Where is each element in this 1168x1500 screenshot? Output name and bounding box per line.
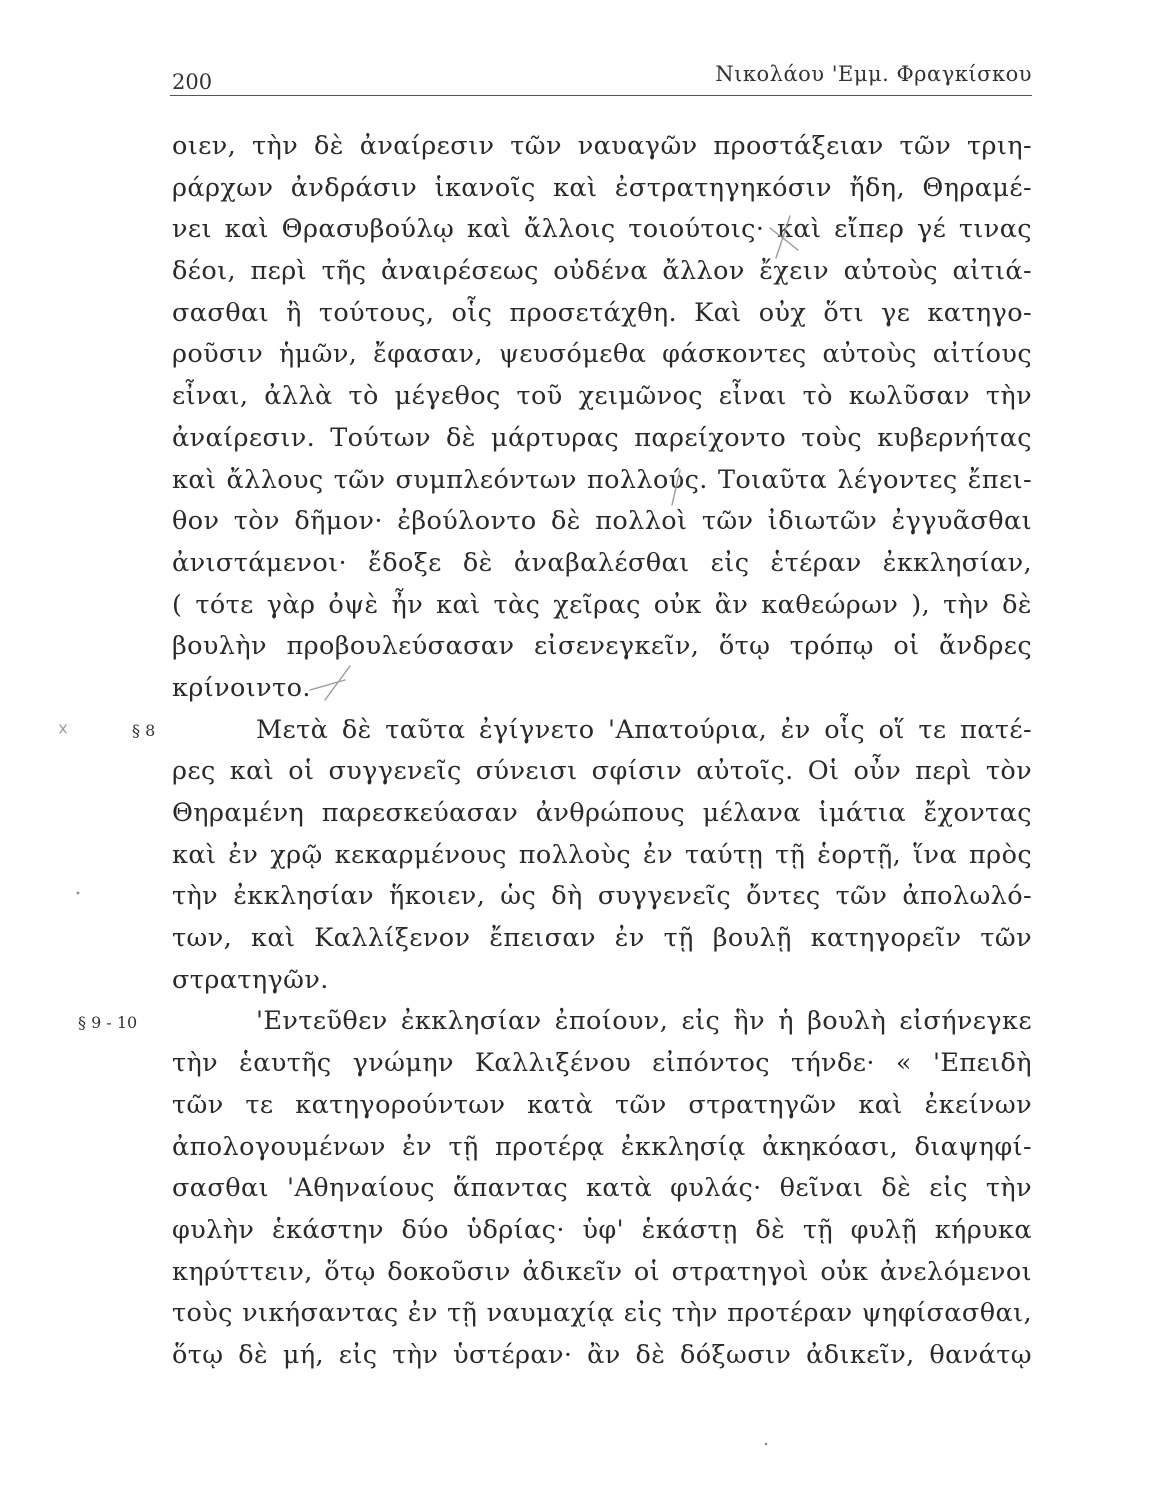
text-line: φυλὴν ἑκάστην δύο ὑδρίας· ὑφ' ἑκάστῃ δὲ τῇ φυλῇ κήρυκα [172,1214,1032,1245]
text-line: ρες καὶ οἱ συγγενεῖς σύνεισι σφίσιν αὐτοῖς. Οἱ οὖν περὶ τὸν [172,756,1032,787]
text-line: στρατηγῶν. [172,964,329,995]
page-number: 200 [172,70,213,94]
margin-note-section-9-10: § 9 - 10 [78,1013,138,1032]
text-line: τῶν τε κατηγορούντων κατὰ τῶν στρατηγῶν καὶ ἐκείνων [172,1089,1032,1120]
text-line: ὅτῳ δὲ μή, εἰς τὴν ὑστέραν· ἂν δὲ δόξωσιν ἀδικεῖν, θανάτῳ [172,1339,1032,1370]
text-line: βουλὴν προβουλεύσασαν εἰσενεγκεῖν, ὅτῳ τρόπῳ οἱ ἄνδρες [172,631,1032,662]
text-line: θον τὸν δῆμον· ἐβούλοντο δὲ πολλοὶ τῶν ἰδιωτῶν ἐγγυᾶσθαι [172,506,1032,537]
text-line: σασθαι 'Αθηναίους ἅπαντας κατὰ φυλάς· θεῖναι δὲ εἰς τὴν [172,1173,1032,1204]
text-line: δέοι, περὶ τῆς ἀναιρέσεως οὐδένα ἄλλον ἔχειν αὐτοὺς αἰτιά- [172,256,1032,287]
margin-cross-icon [60,725,66,733]
text-line: των, καὶ Καλλίξενον ἔπεισαν ἐν τῇ βουλῇ κατηγορεῖν τῶν [172,923,1032,954]
text-line: τὴν ἑαυτῆς γνώμην Καλλιξένου εἰπόντος τήνδε· « 'Επειδὴ [172,1048,1032,1079]
text-line: καὶ ἐν χρῷ κεκαρμένους πολλοὺς ἐν ταύτῃ τῇ ἑορτῇ, ἵνα πρὸς [172,839,1032,870]
header-rule [170,95,1032,96]
text-line: Θηραμένη παρεσκεύασαν ἀνθρώπους μέλανα ἱμάτια ἔχοντας [172,798,1032,828]
text-line: σασθαι ἢ τούτους, οἷς προσετάχθη. Καὶ οὐχ ὅτι γε κατηγο- [172,297,1032,328]
text-line: καὶ ἄλλους τῶν συμπλεόντων πολλούς. Τοιαῦτα λέγοντες ἔπει- [172,464,1032,495]
text-line: ἀνιστάμενοι· ἔδοξε δὲ ἀναβαλέσθαι εἰς ἑτέραν ἐκκλησίαν, [172,547,1032,578]
body-text [172,126,1032,1377]
header-author: Νικολάου 'Εμμ. Φραγκίσκου [715,62,1032,86]
margin-dot [77,892,80,895]
text-line: τὴν ἐκκλησίαν ἥκοιεν, ὡς δὴ συγγενεῖς ὄντες τῶν ἀπολωλό- [172,881,1032,912]
text-line: ἀναίρεσιν. Τούτων δὲ μάρτυρας παρείχοντο τοὺς κυβερνήτας [172,422,1032,453]
text-line: κηρύττειν, ὅτῳ δοκοῦσιν ἀδικεῖν οἱ στρατηγοὶ οὐκ ἀνελόμενοι [172,1256,1032,1287]
text-line: κρίνοιντο. [172,672,311,703]
text-line: ( τότε γὰρ ὀψὲ ἦν καὶ τὰς χεῖρας οὐκ ἂν καθεώρων ), τὴν δὲ [172,589,1032,620]
text-line: 'Εντεῦθεν ἐκκλησίαν ἐποίουν, εἰς ἣν ἡ βουλὴ εἰσήνεγκε [256,1006,1032,1037]
text-line: οιεν, τὴν δὲ ἀναίρεσιν τῶν ναυαγῶν προστάξειαν τῶν τριη- [172,131,1032,161]
text-line: ἀπολογουμένων ἐν τῇ προτέρᾳ ἐκκλησίᾳ ἀκηκόασι, διαψηφί- [172,1131,1032,1162]
text-line: νει καὶ Θρασυβούλῳ καὶ ἄλλοις τοιούτοις· καὶ εἴπερ γέ τινας [172,214,1032,245]
text-line: τοὺς νικήσαντας ἐν τῇ ναυμαχίᾳ εἰς τὴν προτέραν ψηφίσασθαι, [172,1298,1032,1329]
text-line: Μετὰ δὲ ταῦτα ἐγίγνετο 'Απατούρια, ἐν οἷς οἵ τε πατέ- [256,714,1032,745]
text-line: ράρχων ἀνδράσιν ἱκανοῖς καὶ ἐστρατηγηκόσιν ἤδη, Θηραμέ- [172,172,1032,203]
text-line: ροῦσιν ἡμῶν, ἔφασαν, ψευσόμεθα φάσκοντες αὐτοὺς αἰτίους [172,339,1032,370]
stray-dot [765,1443,768,1446]
margin-note-section-8: § 8 [132,721,156,740]
text-line: εἶναι, ἀλλὰ τὸ μέγεθος τοῦ χειμῶνος εἶναι τὸ κωλῦσαν τὴν [172,381,1032,412]
running-head [172,62,1032,92]
